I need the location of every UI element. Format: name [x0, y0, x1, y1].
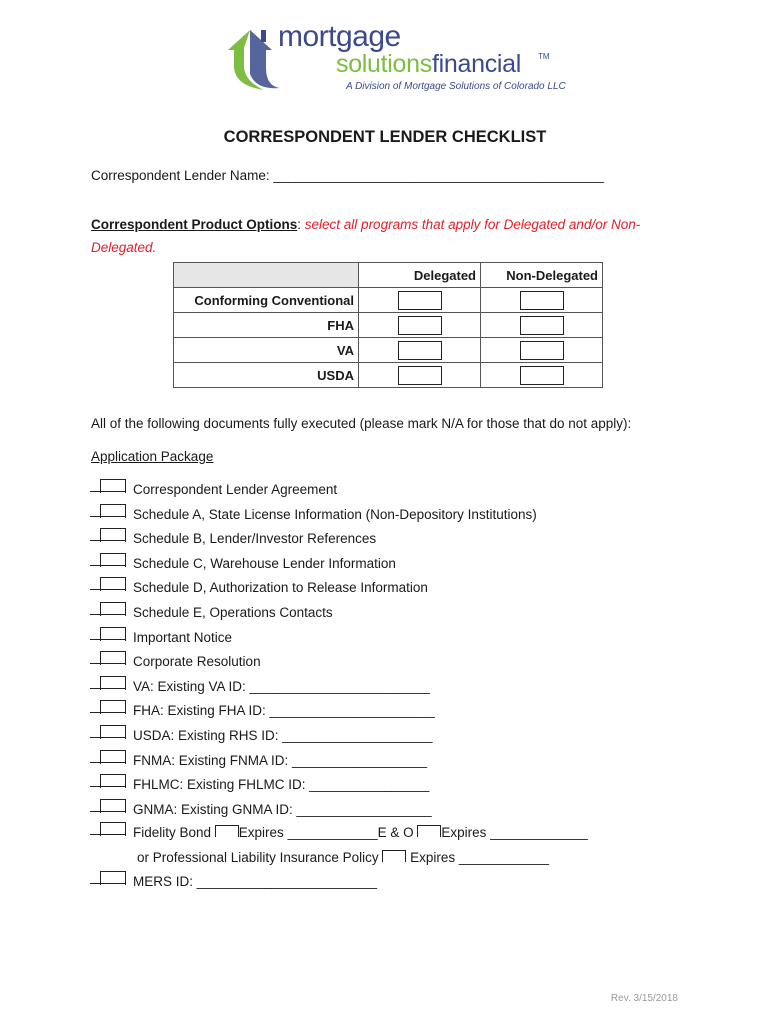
fidelity-bond-expires-checkbox[interactable]: [215, 825, 239, 837]
table-row: [174, 313, 603, 338]
product-options-table: [173, 262, 603, 388]
checklist-item: Corporate Resolution: [133, 654, 261, 669]
row-label-usda: USDA: [174, 363, 359, 388]
checkbox-underline: [90, 663, 126, 664]
logo-word-financial: financial: [431, 50, 522, 78]
checklist-item: Schedule A, State License Information (Non-Depository Institutions): [133, 507, 537, 522]
checkbox-underline: [90, 737, 126, 738]
checkbox-underline: [90, 786, 126, 787]
lender-name-field[interactable]: Correspondent Lender Name: ____________________________________________: [91, 168, 604, 183]
product-options-note: select all programs that apply for Delegated and/or Non-: [301, 217, 641, 232]
checkbox-conventional-delegated[interactable]: [398, 291, 442, 310]
product-options-note-cont: Delegated.: [91, 240, 157, 255]
row-label-conforming-conventional: Conforming Conventional: [174, 288, 359, 313]
section-title-application-package: Application Package: [91, 449, 214, 464]
checklist-item: Schedule B, Lender/Investor References: [133, 531, 377, 546]
checklist-item: FHLMC: Existing FHLMC ID: ________________: [133, 777, 430, 792]
checkbox-underline: [90, 589, 126, 590]
liability-insurance-checkbox[interactable]: [382, 850, 406, 862]
checkbox-underline: [90, 516, 126, 517]
checklist-item: Important Notice: [133, 630, 233, 645]
checkbox-underline: [90, 834, 126, 835]
fidelity-bond-item: [133, 825, 588, 840]
checkbox-underline: [90, 883, 126, 884]
checkbox-fha-delegated[interactable]: [398, 316, 442, 335]
checkbox-va-delegated[interactable]: [398, 341, 442, 360]
revision-date: Rev. 3/15/2018: [610, 993, 678, 1004]
table-header-row: [174, 263, 603, 288]
checkbox-underline: [90, 688, 126, 689]
fidelity-bond-label: Fidelity Bond: [133, 825, 215, 840]
company-logo: [220, 20, 566, 104]
checkbox-underline: [90, 639, 126, 640]
product-options-colon: :: [297, 217, 302, 232]
checkbox-underline: [90, 762, 126, 763]
checkbox-usda-non-delegated[interactable]: [520, 366, 564, 385]
logo-trademark: TM: [538, 52, 550, 61]
checklist-item: Schedule C, Warehouse Lender Information: [133, 556, 396, 571]
checkbox-conventional-non-delegated[interactable]: [520, 291, 564, 310]
eo-expires: Expires _____________: [441, 825, 588, 840]
table-row: [174, 338, 603, 363]
logo-word-solutions-financial: [336, 50, 521, 79]
liability-insurance-expires: Expires ____________: [406, 850, 549, 865]
table-header-blank: [174, 263, 359, 288]
product-options-label: Correspondent Product Options: [91, 217, 298, 232]
checklist-item: VA: Existing VA ID: ________________________: [133, 679, 430, 694]
fidelity-bond-expires-eo: Expires ____________E & O: [238, 825, 418, 840]
logo-word-mortgage: mortgage: [278, 20, 401, 53]
mers-id-item: MERS ID: ________________________: [133, 874, 377, 889]
header-delegated: Delegated: [359, 263, 481, 288]
logo-word-solutions: solutions: [336, 50, 432, 78]
checklist-item: GNMA: Existing GNMA ID: __________________: [133, 802, 432, 817]
table-row: [174, 363, 603, 388]
checkbox-underline: [90, 540, 126, 541]
eo-checkbox[interactable]: [417, 825, 441, 837]
checkbox-underline: [90, 614, 126, 615]
checkbox-usda-delegated[interactable]: [398, 366, 442, 385]
checkbox-va-non-delegated[interactable]: [520, 341, 564, 360]
row-label-va: VA: [174, 338, 359, 363]
checkbox-fha-non-delegated[interactable]: [520, 316, 564, 335]
row-label-fha: FHA: [174, 313, 359, 338]
liability-insurance-label: or Professional Liability Insurance Policy: [137, 850, 383, 865]
checklist-item: Schedule D, Authorization to Release Information: [133, 580, 428, 595]
checkbox-underline: [90, 811, 126, 812]
checklist-item: Correspondent Lender Agreement: [133, 482, 338, 497]
checkbox-underline: [90, 565, 126, 566]
logo-subtitle: A Division of Mortgage Solutions of Colorado LLC: [346, 81, 566, 92]
checklist-item: Schedule E, Operations Contacts: [133, 605, 333, 620]
checklist-item: FNMA: Existing FNMA ID: __________________: [133, 753, 428, 768]
table-row: [174, 288, 603, 313]
page-title: CORRESPONDENT LENDER CHECKLIST: [223, 128, 547, 146]
checklist-item: FHA: Existing FHA ID: ______________________: [133, 703, 435, 718]
product-options-heading: [91, 217, 640, 232]
checkbox-underline: [90, 491, 126, 492]
instructions-text: All of the following documents fully executed (please mark N/A for those that do not apply):: [91, 416, 632, 431]
checkbox-underline: [90, 712, 126, 713]
header-non-delegated: Non-Delegated: [481, 263, 603, 288]
checklist-item: USDA: Existing RHS ID: ____________________: [133, 728, 433, 743]
liability-insurance-item: [137, 850, 549, 865]
